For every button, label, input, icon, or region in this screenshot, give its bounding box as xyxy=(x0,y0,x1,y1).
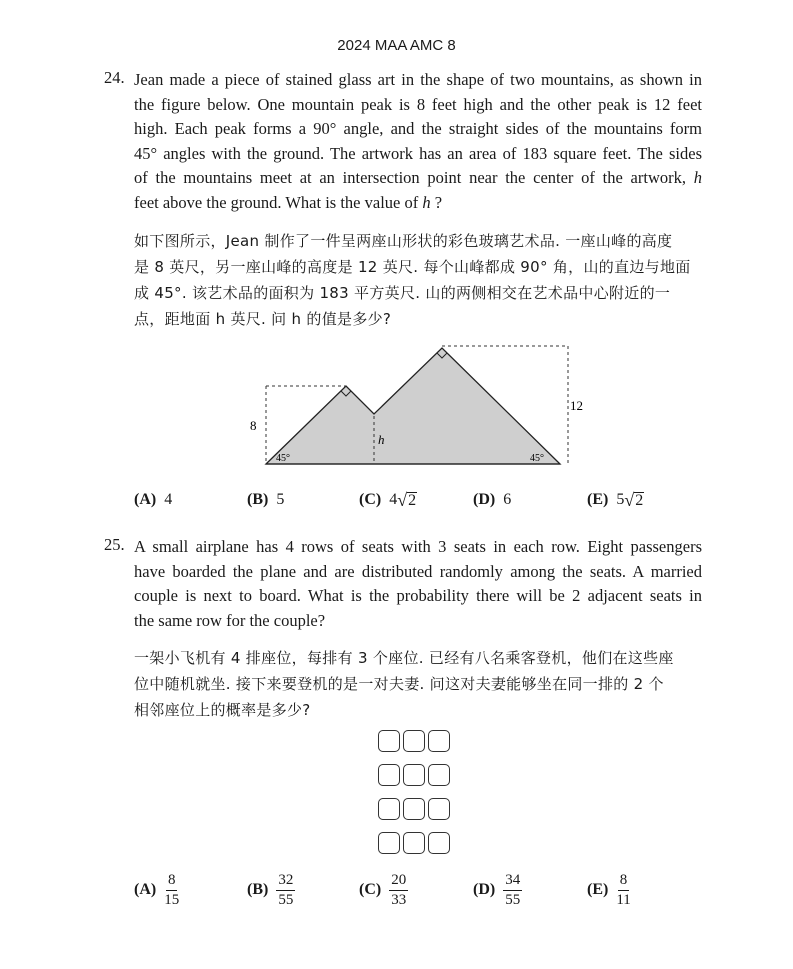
mountain-shape xyxy=(266,348,560,464)
seat xyxy=(403,730,425,752)
choice-label: (A) xyxy=(134,881,157,898)
radicand: 2 xyxy=(408,492,417,509)
seat xyxy=(403,798,425,820)
seat xyxy=(378,764,400,786)
q25-cn-line: 一架小飞机有 4 排座位，每排有 3 个座位. 已经有八名乘客登机，他们在这些座 xyxy=(134,649,674,667)
seat xyxy=(428,764,450,786)
q24-cn-line: 如下图所示，Jean 制作了一件呈两座山形状的彩色玻璃艺术品. 一座山峰的高度 xyxy=(134,232,673,250)
choice-a[interactable] xyxy=(134,480,172,520)
seat xyxy=(428,798,450,820)
fraction xyxy=(276,872,295,909)
choice-c[interactable] xyxy=(359,480,417,520)
seat-grid xyxy=(378,730,458,860)
numerator: 8 xyxy=(618,872,630,891)
denominator: 55 xyxy=(278,891,294,908)
denominator: 15 xyxy=(164,891,180,908)
choice-b[interactable] xyxy=(247,480,284,520)
q25-line: the same row for the couple? xyxy=(134,610,326,630)
sqrt-symbol: √ 2 xyxy=(397,490,417,510)
numerator: 20 xyxy=(389,872,408,891)
choice-label: (E) xyxy=(587,491,609,508)
numerator: 34 xyxy=(503,872,522,891)
question-25-chinese-text xyxy=(134,645,702,723)
sqrt-symbol: √ 2 xyxy=(624,490,644,510)
question-25-choices xyxy=(134,870,734,910)
choice-label: (A) xyxy=(134,491,157,508)
seat xyxy=(378,798,400,820)
q24-line: 45° angles with the ground. The artwork has an area of 183 square feet. The sides xyxy=(134,143,702,163)
q24-cn-line: 是 8 英尺，另一座山峰的高度是 12 英尺. 每个山峰都成 90° 角，山的直边与地面 xyxy=(134,258,691,276)
choice-label: (D) xyxy=(473,491,496,508)
choice-d[interactable] xyxy=(473,870,522,910)
question-24-chinese-text xyxy=(134,228,702,332)
fraction xyxy=(389,872,408,909)
numerator: 32 xyxy=(276,872,295,891)
choice-d[interactable] xyxy=(473,480,511,520)
fraction xyxy=(503,872,522,909)
q25-cn-line: 相邻座位上的概率是多少? xyxy=(134,701,311,719)
numerator: 8 xyxy=(166,872,178,891)
question-24-choices xyxy=(134,480,734,520)
label-45-right: 45° xyxy=(530,453,544,464)
choice-value: 5 xyxy=(276,491,285,508)
q24-cn-line: 成 45°. 该艺术品的面积为 183 平方英尺. 山的两侧相交在艺术品中心附近的一 xyxy=(134,284,671,302)
choice-a[interactable] xyxy=(134,870,179,910)
radicand: 2 xyxy=(635,492,644,509)
choice-label: (B) xyxy=(247,491,269,508)
label-45-left: 45° xyxy=(276,453,290,464)
seat xyxy=(428,832,450,854)
page-header: 2024 MAA AMC 8 xyxy=(337,37,456,54)
seat xyxy=(378,832,400,854)
choice-c[interactable] xyxy=(359,870,408,910)
choice-label: (C) xyxy=(359,491,382,508)
choice-b[interactable] xyxy=(247,870,295,910)
question-number-24: 24. xyxy=(104,68,125,87)
denominator: 33 xyxy=(391,891,407,908)
question-25-text xyxy=(134,535,702,633)
choice-coefficient: 4 xyxy=(389,491,398,508)
choice-coefficient: 5 xyxy=(616,491,625,508)
choice-e[interactable] xyxy=(587,870,631,910)
q24-cn-line: 点，距地面 h 英尺. 问 h 的值是多少? xyxy=(134,310,392,328)
choice-label: (C) xyxy=(359,881,382,898)
question-24-text xyxy=(134,68,702,216)
choice-label: (D) xyxy=(473,881,496,898)
fraction xyxy=(164,872,179,909)
fraction xyxy=(616,872,630,909)
q24-line: Jean made a piece of stained glass art in the shape of two mountains, as shown in xyxy=(134,70,702,89)
choice-value: 6 xyxy=(503,491,512,508)
denominator: 11 xyxy=(616,891,631,908)
q24-line: feet above the ground. What is the value of h ? xyxy=(134,192,443,212)
q25-line: A small airplane has 4 rows of seats with 3 seats in each row. Eight passengers xyxy=(134,537,702,556)
denominator: 55 xyxy=(505,891,521,908)
label-8: 8 xyxy=(250,418,257,433)
q25-line: have boarded the plane and are distributed randomly among the seats. A married xyxy=(134,561,702,581)
seat xyxy=(403,764,425,786)
choice-label: (E) xyxy=(587,881,609,898)
choice-label: (B) xyxy=(247,881,269,898)
seat xyxy=(403,832,425,854)
choice-e[interactable] xyxy=(587,480,644,520)
label-12: 12 xyxy=(570,398,583,413)
q24-line: the figure below. One mountain peak is 8 feet high and the other peak is 12 feet xyxy=(134,94,702,114)
seat xyxy=(378,730,400,752)
q25-line: couple is next to board. What is the probability there will be 2 adjacent seats in xyxy=(134,586,702,606)
q24-line: of the mountains meet at an intersection point near the center of the artwork, h xyxy=(134,168,702,188)
question-number-25: 25. xyxy=(104,535,125,554)
mountain-figure xyxy=(240,340,600,475)
choice-value: 4 xyxy=(164,491,173,508)
label-h: h xyxy=(378,432,385,447)
seat xyxy=(428,730,450,752)
q24-line: high. Each peak forms a 90° angle, and the straight sides of the mountains form xyxy=(134,119,702,139)
q25-cn-line: 位中随机就坐. 接下来要登机的是一对夫妻. 问这对夫妻能够坐在同一排的 2 个 xyxy=(134,675,664,693)
